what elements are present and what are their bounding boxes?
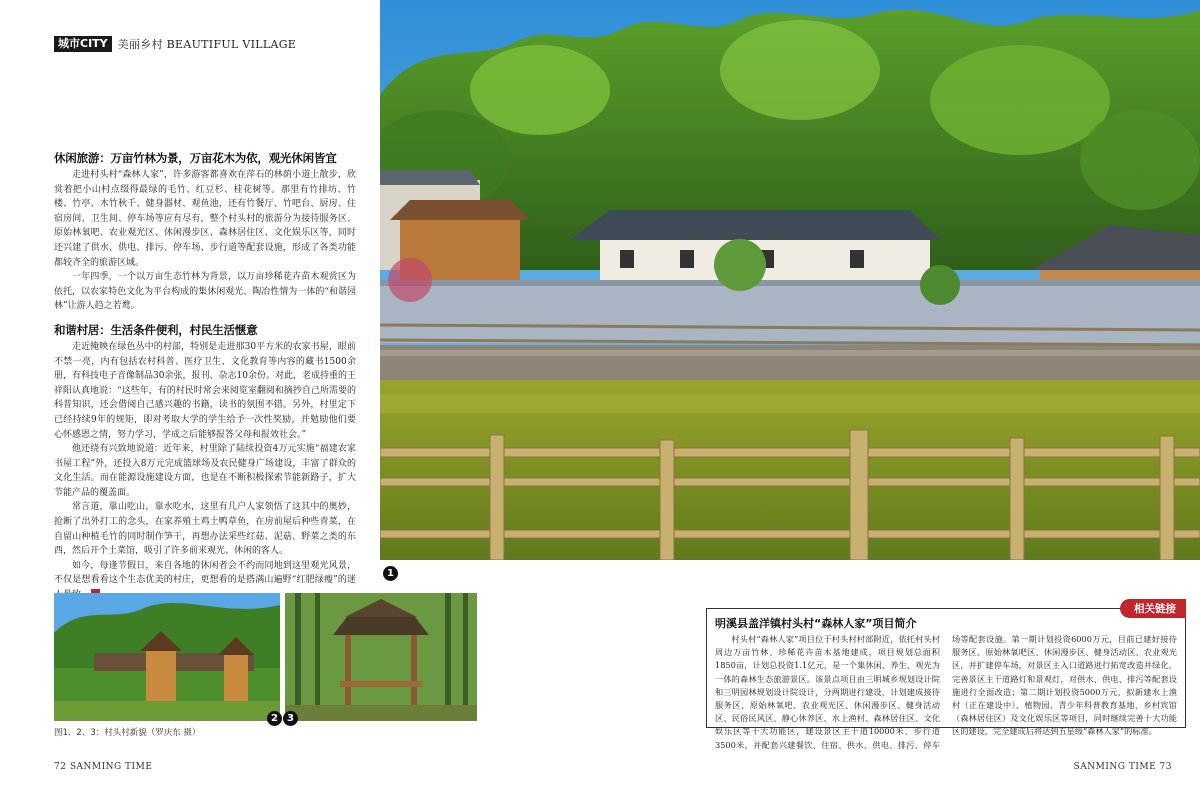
photo-2-illustration <box>54 593 280 721</box>
article-paragraph: 他还绕有兴致地说道：近年来，村里除了陆续投资4万元实施“福建农家书屋工程”外，还投入8万元完成篮球场及农民健身广场建设，丰富了群众的文化生活。而在能源设施建设方面，也是在不断积极探索节能新路子，扩大节能产品的覆盖面。 <box>54 444 356 498</box>
photo-number-3: 3 <box>283 711 298 726</box>
section-tag: 城市CITY <box>54 36 112 52</box>
article-paragraph: 走近掩映在绿色丛中的村部，特别是走进那30平方米的农家书屋，眼前不禁一亮，内有包括农村科普、医疗卫生、文化教育等内容的藏书1500余册，有科技电子音像制品30余张，报刊、杂志10余份。对此，老成持重的王祥阳认真地说：“这些年，有的村民时常会来阅览室翻阅和摘抄自己所需要的科普知识，还会借阅自己感兴趣的书籍，读书的氛围不错。另外，村里定下已经持续9年的规矩，即对考取大学的学生给予一次性奖励，并勉励他们要心怀感恩之情，努力学习，学成之后能够报答父母和报效社会。” <box>54 341 356 440</box>
footer-right: SANMING TIME 73 <box>1073 762 1172 772</box>
article-column <box>54 150 356 603</box>
photo-number-2: 2 <box>267 711 282 726</box>
main-photo <box>380 0 1200 560</box>
related-badge: 相关链接 <box>1120 599 1186 618</box>
page-header <box>54 36 296 52</box>
footer-left: 72 SANMING TIME <box>54 762 153 772</box>
related-link-box <box>706 603 1186 750</box>
article-paragraph: 一年四季，一个以万亩生态竹林为背景，以万亩珍稀花卉苗木观赏区为依托，以农家特色文化为平台构成的集休闲观光、陶冶性情为一体的“和谐园林”让游人趋之若鹜。 <box>54 272 356 312</box>
article-paragraph: 走进村头村“森林人家”，许多游客都喜欢在萍石的林荫小道上散步，欣赏着把小山村点缀得最绿的毛竹、红豆杉、桂花树等。那里有竹排坊、竹楼、竹亭、木竹秋千、健身器材、观鱼池，还有竹餐厅、竹吧台、厨房、住宿房间、卫生间、停车场等应有尽有，整个村头村的旅游分为接待服务区、原始林氧吧、农业观光区、休闲漫步区、森林居住区、文化娱乐区等，同时还兴建了供水、供电、排污、停车场、步行道等配套设施，形成了各类功能都较齐全的旅游区域。 <box>54 170 356 268</box>
photo-3 <box>285 593 477 721</box>
section-title: 美丽乡村 BEAUTIFUL VILLAGE <box>117 38 297 51</box>
article-heading-2: 和谐村居：生活条件便利，村民生活惬意 <box>54 322 258 337</box>
related-title: 明溪县盖洋镇村头村“森林人家”项目简介 <box>715 617 917 630</box>
related-paragraph: 村头村“森林人家”项目位于村头村村部附近，依托村头村周边万亩竹林、珍稀花卉苗木基地建成，项目规划总面积1850亩，计划总投资1.1亿元，是一个集休闲、养生、观光为一体的森林生态旅游景区。该景点项目由三明城乡规划设计院和三明园林规划设计院设计，分两期进行建设，计划建成接待服务区、原始林氧吧、农业观光区、休闲漫步区、健身活动区、民俗民风区、静心休养区、水上渔村、森林居住区、文化娱乐区等十大功能区，建设景区主干道10000米、步行道3500米，并配套兴建餐饮、住宿、供水、供电、排污、停车场等配套设施。第一期计划投资6000万元，目前已建好接待服务区、原始林氧吧区、休闲漫步区、健身活动区、农业观光区，并扩建停车场，对景区主入口道路进行拓宽改造并绿化，完善景区主干道路灯和景观灯，对供水、供电、排污等配套设施进行全面改造；第二期计划投资5000万元，拟新建水上渔村（正在建设中）、植物园、青少年科普教育基地、乡村宾馆（森林居住区）及文化娱乐区等项目，同时继续完善十大功能区的建设，完全建成后将达到五星级“森林人家”的标准。 <box>715 634 1177 750</box>
main-photo-illustration <box>380 0 1200 560</box>
related-body <box>715 633 1177 752</box>
article-paragraph: 常言道，靠山吃山，靠水吃水，这里有几户人家领悟了这其中的奥妙，抢断了出外打工的念头，在家养殖土鸡土鸭草鱼，在房前屋后种些青菜，在自留山种植毛竹的同时制作笋干，再想办法采些红菇、泥菇、野菜之类的东西，然后开个土菜馆，吸引了许多前来观光、休闲的客人。 <box>54 502 356 557</box>
photo-2 <box>54 593 280 721</box>
article-heading-1: 休闲旅游：万亩竹林为景，万亩花木为依，观光休闲皆宜 <box>54 151 337 165</box>
article-paragraph-text: 如今，每逢节假日，来自各地的休闲者会不约而同地到这里观光风景，不仅是想看看这个生态优美的村庄，更想看的是搭满山遍野“红肥绿瘦”的迷 <box>54 560 356 586</box>
photo-caption: 图1、2、3：村头村新貌（罗庆东 摄） <box>54 728 201 738</box>
photo-3-illustration <box>285 593 477 721</box>
photo-number-1: 1 <box>383 566 398 581</box>
